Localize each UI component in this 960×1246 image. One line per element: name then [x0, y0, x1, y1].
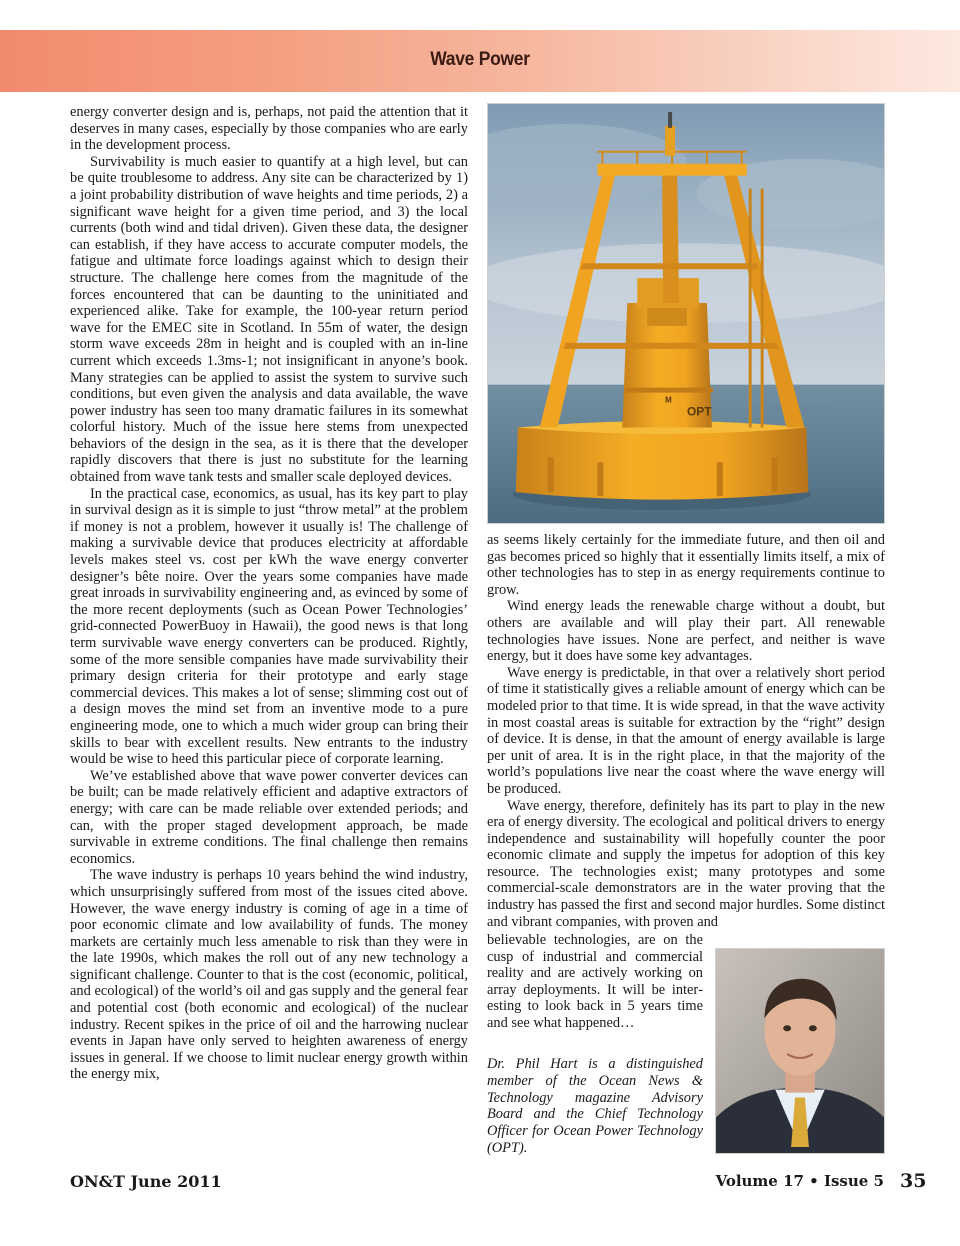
- left-paragraph-4: We’ve established above that wave power converter devices can be built; can be made relatively efficient and adaptive extractors of energy; with care can be made reliable over extended periods; and can, with the proper staged development approach, be made survivable in extreme conditions. The final challenge then remains economics.: [70, 767, 468, 867]
- right-paragraph-1: as seems likely certainly for the immediate future, and then oil and gas becomes priced so highly that it essentially limits itself, a mix of other technologies has to step in as energy requirements continue to grow.: [487, 532, 885, 598]
- left-paragraph-5: The wave industry is perhaps 10 years behind the wind industry, which unsurprisingly suffered from most of the issues cited above. However, the wave energy industry is coming of age in a time of poor economic climate and low availability of funds. The money markets are certainly much less amenable to risk than they were in the late 1990s, which makes the roll out of any new technology a significant challenge. Counter to that is the cost (economic, political, and ecological) of the world’s oil and gas supply and the general fear and potential cost (both economic and ecological) of the nuclear industry. Recent spikes in the price of oil and the harrowing nuclear events in Japan have only served to heighten awareness of energy issues in general. If we choose to limit nuclear energy growth within the energy mix,: [70, 867, 468, 1083]
- page-number: 35: [900, 1170, 927, 1192]
- right-wrap-paragraph: believable technologies, are on the cusp of industrial and commercial reality and are actively working on array deployments. It will be interesting to look back in 5 years time and see what happened…: [487, 932, 703, 1031]
- section-title: Wave Power: [430, 49, 530, 70]
- buoy-label-opt: OPT: [686, 404, 712, 419]
- buoy-label-m: M: [665, 395, 672, 405]
- right-paragraph-3: Wave energy is predictable, in that over a relatively short period of time it statistically gives a reliable amount of energy which can be modeled prior to that time. It is wide spread, in that the wave activity in most coastal areas is suitable for extraction by the “right” design of device. It is dense, in that the amount of energy available is large per unit of area. It is in the right place, in that the majority of the world’s populations live near the coast where the wave energy will be produced.: [487, 664, 885, 797]
- left-paragraph-2: Survivability is much easier to quantify at a high level, but can be quite troublesome to address. Any site can be characterized by 1) a joint probability distribution of wave heights and time periods, 2) a significant wave height for a given time period, and 3) the local currents (both wind and tidal driven). Given these data, the designer can establish, if they have access to accurate computer models, the fatigue and ultimate force loadings against which to design their structure. The challenge here comes from the magnitude of the forces encountered that can be daunting to the uninitiated and experienced alike. Take for example, the 100-year return period wave for the EMEC site in Scotland. In 55m of water, the design storm wave exceeds 28m in height and is coupled with an in-line current which exceeds 1.3ms-1; not insignificant in anyone’s book. Many strategies can be applied to assist the system to survive such conditions, but even given the analysis and data available, the wave power industry has seen too many dramatic failures in its somewhat colorful history. Much of the issue here stems from unexpected behaviors of the design in the sea, as it is there that the developer rapidly discovers that there is just no substitute for the learning obtained from wave tank tests and smaller scale deployed devices.: [70, 153, 468, 486]
- author-bio: Dr. Phil Hart is a distinguished member of the Ocean News & Technology magazine Advisory Board and the Chief Technology Officer for Ocean Power Technology (OPT).: [487, 1056, 703, 1156]
- powerbuoy-photo: [487, 103, 885, 524]
- right-paragraph-4: Wave energy, therefore, definitely has its part to play in the new era of energy diversity. The ecological and political drivers to energy independence and sustainability will hopefully counter the poor economic climate and supply the impetus for adoption of this key resource. The technologies exist; many prototypes and some commercial-scale demonstrators are in the water proving that the industry has passed the first and second major hurdles. Some distinct and vibrant companies, with proven and: [487, 797, 885, 930]
- left-paragraph-3: In the practical case, economics, as usual, has its key part to play in survival design as it is simple to just “throw metal” at the problem if money is not a problem, however it usually is! The challenge of making a survivable device that produces electricity at affordable levels makes steel vs. cost per kWh the wave energy converter designer’s bête noire. Over the years some companies have made great inroads in survivability engineering and, as evinced by some of the more recent deployments (such as Ocean Power Technologies’ grid-connected PowerBuoy in Hawaii), the good news is that long term survivable wave energy converters can be produced. Rightly, some of the more sensible companies have made survivability their primary design criteria for their prototype and early stage commercial devices. This makes a lot of sense; slimming cost out of a design moves the mind set from an inventive mode to a pure engineering mode, one to which a much wider group can bring their skills to bear with excellent results. New entrants to the industry would be wise to heed this particular piece of corporate learning.: [70, 485, 468, 768]
- right-column: [487, 532, 885, 930]
- footer-publication: ON&T June 2011: [70, 1172, 222, 1191]
- author-portrait-photo: [715, 948, 885, 1154]
- right-paragraph-2: Wind energy leads the renewable charge without a doubt, but others are available and will play their part. All renewable technologies have issues. None are perfect, and neither is wave energy, but it does have some key advantages.: [487, 598, 885, 665]
- footer-volume-issue: Volume 17 • Issue 5: [715, 1172, 884, 1190]
- left-column: [70, 104, 468, 1083]
- left-paragraph-1: energy converter design and is, perhaps, not paid the attention that it deserves in many cases, especially by those companies who are early in the development process.: [70, 104, 468, 154]
